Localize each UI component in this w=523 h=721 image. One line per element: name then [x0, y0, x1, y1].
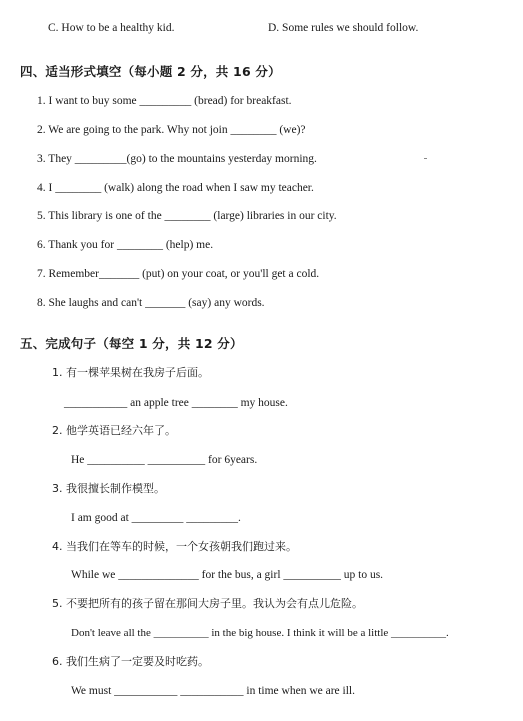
section-5-answer-line: We must ___________ ___________ in time when we are ill.: [71, 685, 355, 697]
section-4-item: 2. We are going to the park. Why not join ________ (we)?: [37, 124, 306, 136]
section-5-answer-line: While we ______________ for the bus, a girl __________ up to us.: [71, 569, 384, 581]
scan-speck: [424, 158, 427, 159]
section-4-item: 7. Remember_______ (put) on your coat, or you'll get a cold.: [37, 268, 320, 280]
section-5-answer-line: Don't leave all the __________ in the big house. I think it will be a little __________.: [71, 627, 449, 639]
section-5-title: 五、完成句子（每空 1 分，共 12 分）: [20, 336, 243, 351]
section-4-item: 8. She laughs and can't _______ (say) any words.: [37, 297, 265, 309]
section-5-prompt: 6. 我们生病了一定要及时吃药。: [52, 655, 209, 668]
section-4-item: 5. This library is one of the ________ (large) libraries in our city.: [37, 210, 337, 222]
option-c: C. How to be a healthy kid.: [48, 22, 175, 34]
section-5-prompt: 4. 当我们在等车的时候，一个女孩朝我们跑过来。: [52, 540, 297, 553]
section-5-prompt: 5. 不要把所有的孩子留在那间大房子里。我认为会有点儿危险。: [52, 597, 363, 610]
section-4-title: 四、适当形式填空（每小题 2 分，共 16 分）: [20, 64, 281, 79]
section-4-item: 6. Thank you for ________ (help) me.: [37, 239, 214, 251]
section-5-answer-line: He __________ __________ for 6years.: [71, 454, 258, 466]
section-5-prompt: 2. 他学英语已经六年了。: [52, 424, 176, 437]
section-4-item: 1. I want to buy some _________ (bread) for breakfast.: [37, 95, 292, 107]
section-4-item: 3. They _________(go) to the mountains yesterday morning.: [37, 153, 317, 165]
section-5-prompt: 3. 我很擅长制作模型。: [52, 482, 165, 495]
option-d: D. Some rules we should follow.: [268, 22, 419, 34]
section-5-answer-line: ___________ an apple tree ________ my house.: [64, 397, 288, 409]
section-5-prompt: 1. 有一棵苹果树在我房子后面。: [52, 366, 209, 379]
section-5-answer-line: I am good at _________ _________.: [71, 512, 241, 524]
section-4-item: 4. I ________ (walk) along the road when I saw my teacher.: [37, 182, 314, 194]
